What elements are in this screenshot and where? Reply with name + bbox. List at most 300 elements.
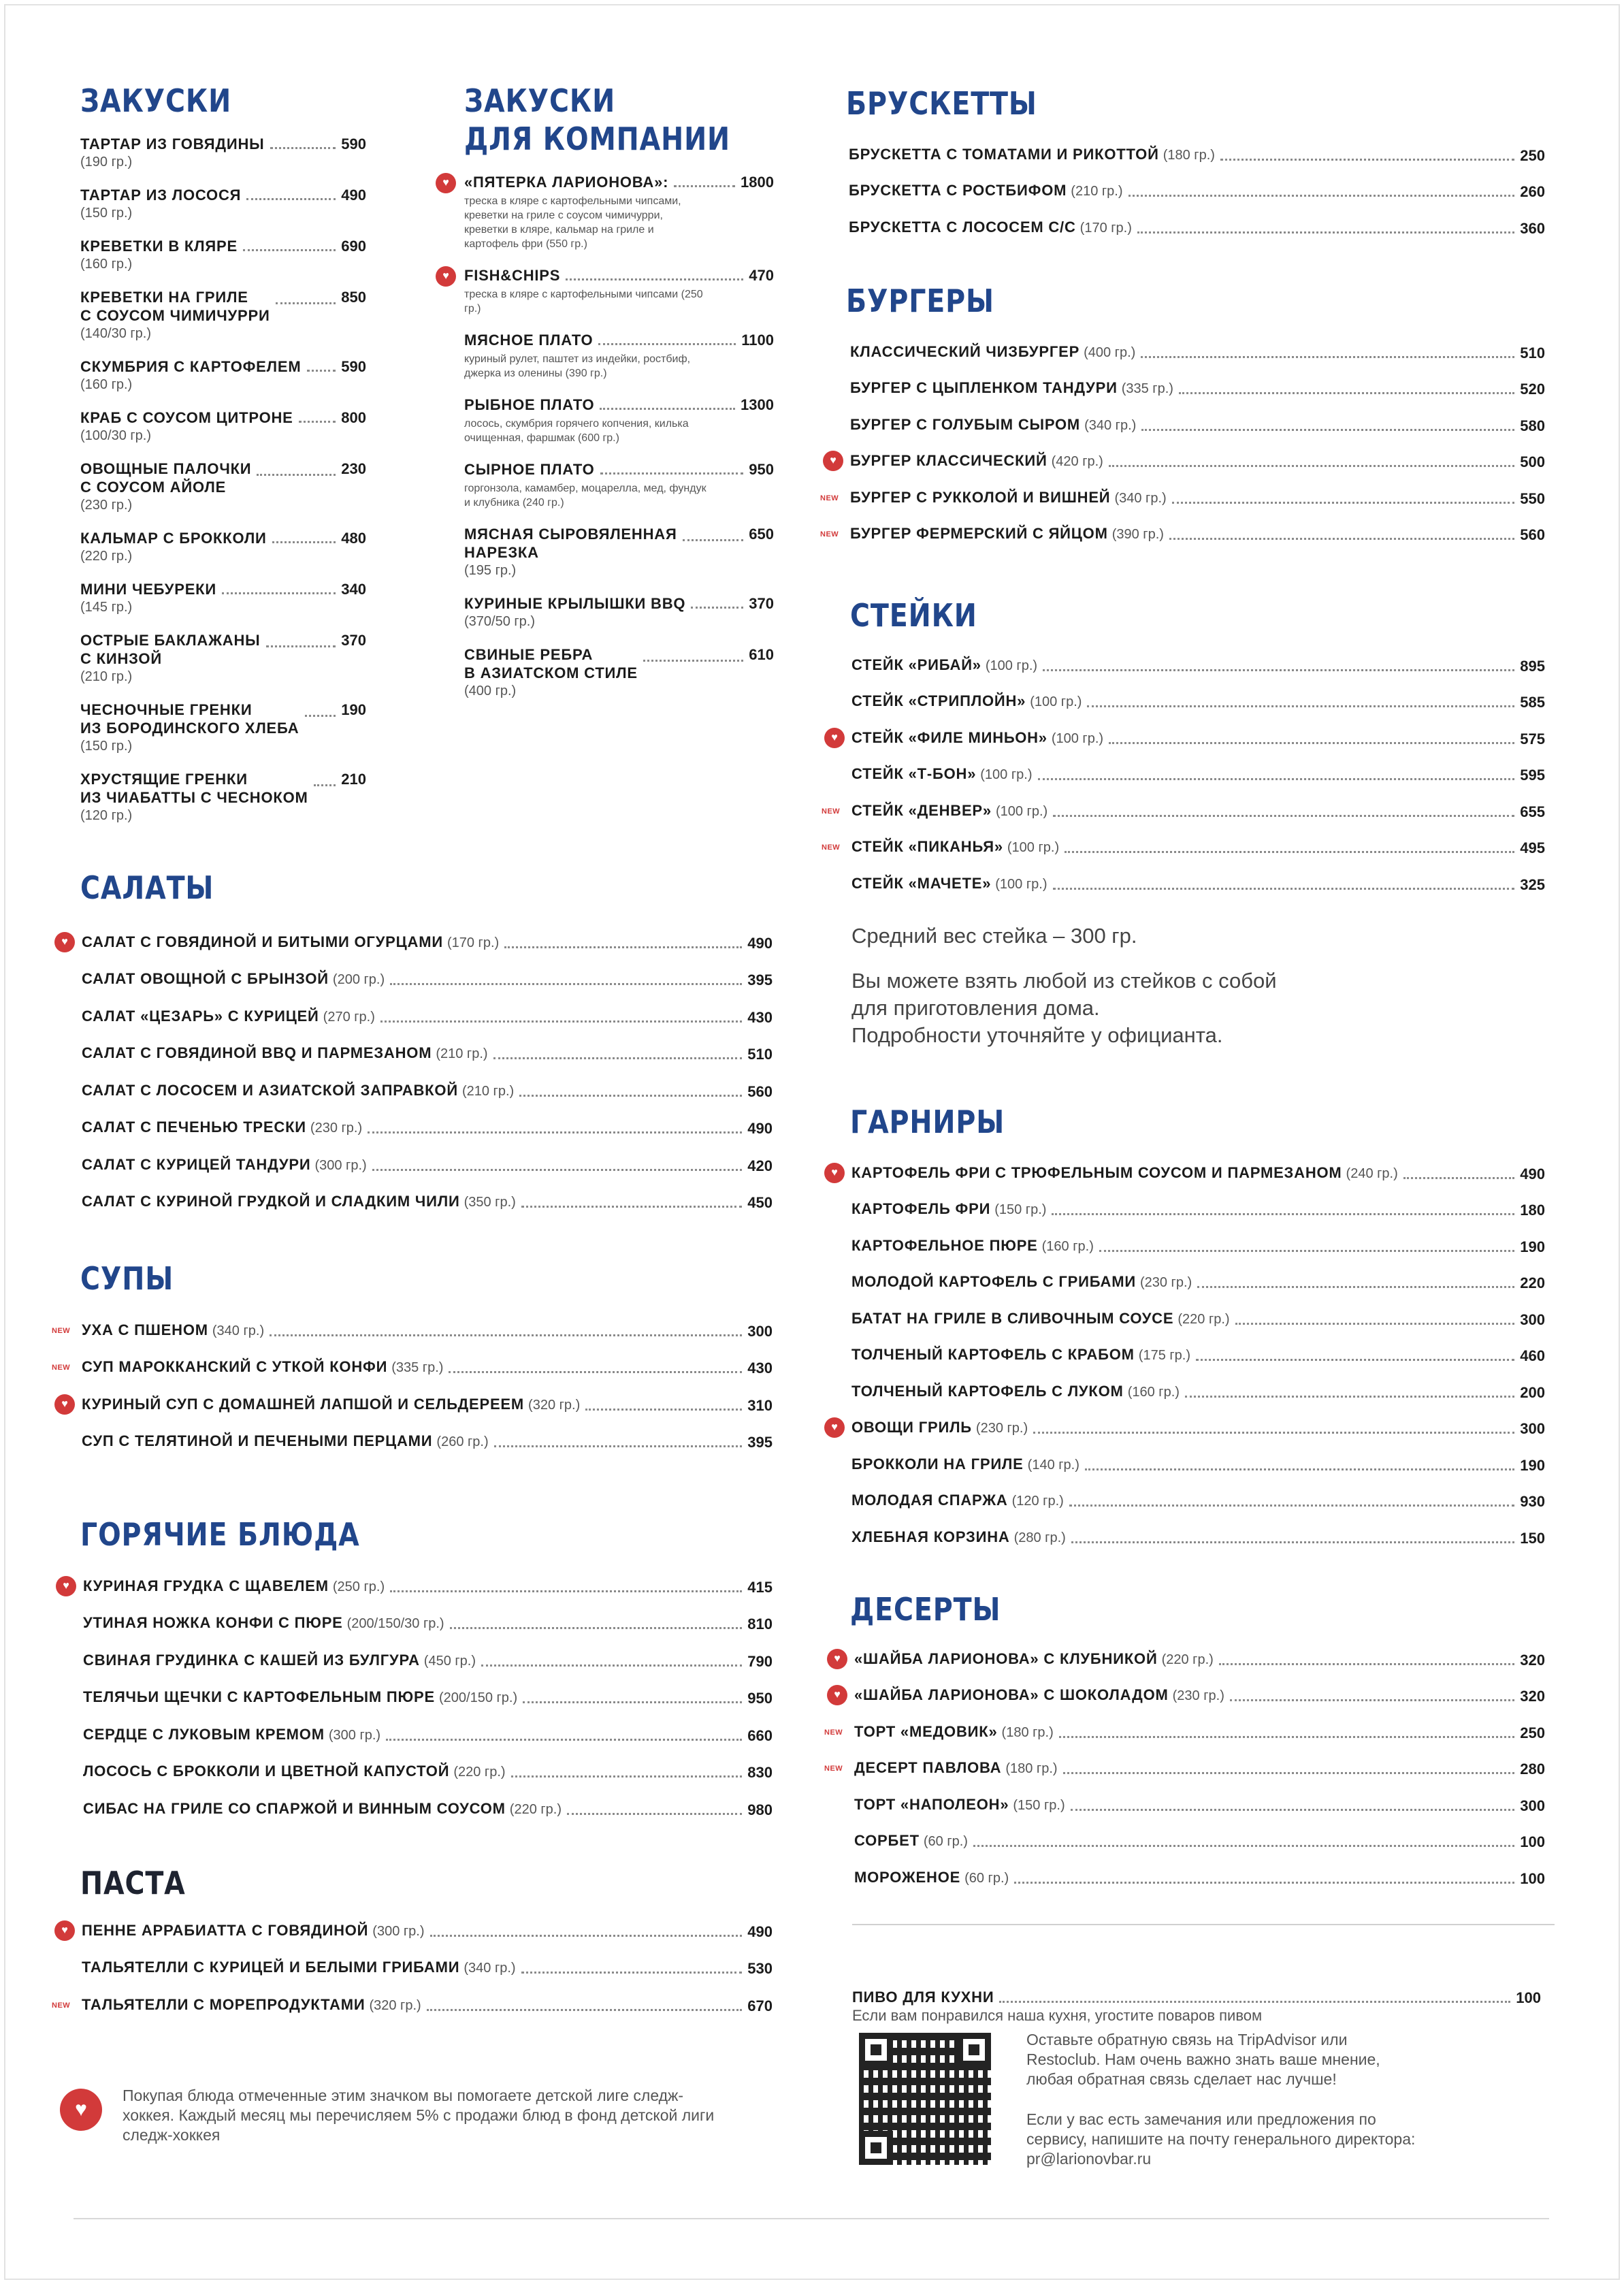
menu-item-name: [851, 1455, 1079, 1475]
dot-leader: [1052, 1212, 1514, 1215]
dot-leader: [243, 248, 336, 251]
menu-item-name: [854, 1831, 968, 1851]
menu-item: [851, 683, 1545, 720]
menu-item-price: 495: [1520, 839, 1545, 856]
menu-item-weight: (210 гр.): [436, 1046, 488, 1061]
menu-item: [854, 1786, 1545, 1823]
menu-item-weight: (140 гр.): [1027, 1457, 1079, 1473]
garniry-list: [820, 1155, 1545, 1556]
menu-item-weight: (270 гр.): [323, 1009, 375, 1025]
menu-item-price: 300: [1520, 1310, 1545, 1328]
menu-item-name-text: КАРТОФЕЛЬ ФРИ: [851, 1200, 991, 1217]
menu-item-weight: (230 гр.): [1172, 1688, 1224, 1703]
feedback-text-2: Если у вас есть замечания или предложения по сервису, напишите на почту генерального директора: pr@larionovbar.ru: [1026, 2110, 1416, 2168]
menu-item-weight: (100 гр.): [1007, 840, 1060, 855]
garniry-title: ГАРНИРЫ: [850, 1104, 1005, 1140]
charity-heart-icon: ♥: [827, 1649, 847, 1669]
charity-heart-icon: ♥: [823, 451, 843, 471]
menu-item-weight: (200/150/30 гр.): [346, 1616, 444, 1631]
menu-item-name: [851, 1345, 1190, 1365]
menu-item-name-text: СТЕЙК «ПИКАНЬЯ»: [851, 838, 1003, 855]
menu-item-name-line: С СОУСОМ АЙОЛЕ: [80, 479, 227, 496]
menu-item-description: треска в кляре с картофельными чипсами (250 гр.): [464, 289, 703, 315]
dot-leader: [1071, 1808, 1515, 1811]
menu-item-price: 430: [747, 1008, 773, 1026]
menu-item-name-line: КУРИНЫЕ КРЫЛЫШКИ BBQ: [464, 595, 686, 612]
qr-corner: [957, 2033, 991, 2067]
menu-item-row: [464, 460, 774, 479]
menu-item-row: [464, 396, 774, 414]
menu-item-name: [82, 1044, 488, 1063]
menu-item-name-text: СУП С ТЕЛЯТИНОЙ И ПЕЧЕНЫМИ ПЕРЦАМИ: [82, 1432, 433, 1449]
menu-item-name-text: УТИНАЯ НОЖКА КОНФИ С ПЮРЕ: [83, 1614, 343, 1631]
menu-item-name: [850, 379, 1173, 398]
charity-text: Покупая блюда отмеченные этим значком вы помогаете детской лиге следж-хоккея. Каждый месяц мы перечисляем 5% с продажи блюд в фонд детской лиги следж-хоккея: [123, 2087, 715, 2144]
menu-item-weight: (320 гр.): [528, 1397, 581, 1413]
menu-item-weight: (370/50 гр.): [464, 614, 536, 629]
menu-item-name-text: ТЕЛЯЧЬИ ЩЕЧКИ С КАРТОФЕЛЬНЫМ ПЮРЕ: [83, 1688, 435, 1705]
zakuski-list: [80, 135, 366, 824]
menu-item-price: 560: [747, 1082, 773, 1100]
menu-item: [849, 209, 1545, 246]
menu-item-price: 550: [1520, 489, 1545, 507]
menu-item-name-text: ЛОСОСЬ С БРОККОЛИ И ЦВЕТНОЙ КАПУСТОЙ: [83, 1763, 450, 1780]
menu-item-price: 490: [747, 1923, 773, 1940]
menu-item-weight: (350 гр.): [464, 1195, 516, 1210]
menu-item-description: куриный рулет, паштет из индейки, ростбиф, джерка из оленины (390 гр.): [464, 353, 691, 379]
beer-price: 100: [1516, 1989, 1541, 2006]
menu-item-name-text: САЛАТ ОВОЩНОЙ С БРЫНЗОЙ: [82, 970, 329, 987]
menu-item: [80, 701, 366, 755]
dot-leader: [1219, 1662, 1514, 1665]
dot-leader: [1038, 777, 1515, 780]
menu-item-name: [82, 1432, 489, 1451]
menu-item-name-text: ТАЛЬЯТЕЛЛИ С МОРЕПРОДУКТАМИ: [82, 1995, 366, 2013]
menu-item-weight: (400 гр.): [464, 683, 517, 698]
dot-leader: [521, 1205, 742, 1208]
dot-leader: [494, 1445, 743, 1447]
menu-item: [80, 186, 366, 222]
menu-item-weight: (220 гр.): [1161, 1652, 1214, 1667]
menu-item-price: 510: [1520, 344, 1545, 361]
menu-item-row: [80, 460, 366, 496]
menu-item-price: 830: [747, 1764, 773, 1781]
menu-item-price: 490: [1520, 1165, 1545, 1183]
menu-item-name-text: САЛАТ С ЛОСОСЕМ И АЗИАТСКОЙ ЗАПРАВКОЙ: [82, 1081, 458, 1099]
dot-leader: [1403, 1176, 1515, 1179]
menu-item-name: [80, 186, 241, 204]
menu-item-price: 560: [1520, 526, 1545, 543]
menu-item-weight: (340 гр.): [464, 1961, 516, 1976]
menu-item-name-line: СЫРНОЕ ПЛАТО: [464, 461, 595, 478]
menu-item: [851, 1227, 1545, 1264]
menu-item-weight: (300 гр.): [372, 1923, 425, 1939]
menu-item-name: [80, 288, 270, 325]
menu-item-name: [850, 524, 1164, 544]
steyki-note-weight: Средний вес стейка – 300 гр.: [851, 923, 1137, 948]
menu-item-name-text: СОРБЕТ: [854, 1832, 920, 1849]
menu-item-weight: (100/30 гр.): [80, 428, 152, 443]
new-badge: NEW: [52, 1364, 71, 1372]
deserty-list: [820, 1641, 1545, 1896]
dot-leader: [691, 606, 743, 609]
menu-item-name: [82, 1357, 443, 1377]
steyki-note-line: Подробности уточняйте у официанта.: [851, 1023, 1223, 1047]
goryachie-list: [54, 1567, 773, 1827]
menu-item-name: [82, 1958, 516, 1978]
dot-leader: [481, 1664, 742, 1667]
menu-item-name-text: ПЕННЕ АРРАБИАТТА С ГОВЯДИНОЙ: [82, 1921, 369, 1939]
dot-leader: [1196, 1358, 1514, 1361]
garniry-section: [820, 1103, 1545, 1556]
menu-item-price: 340: [341, 581, 366, 598]
pasta-list: [54, 1912, 773, 2023]
menu-item-price: 360: [1520, 219, 1545, 237]
menu-item: [854, 1823, 1545, 1860]
menu-item-weight: (210 гр.): [1071, 184, 1123, 199]
menu-item-name: [851, 1382, 1180, 1402]
menu-item-name: [854, 1722, 1054, 1742]
menu-item-name-text: ТОЛЧЕНЫЙ КАРТОФЕЛЬ С ЛУКОМ: [851, 1382, 1124, 1400]
menu-item-price: 800: [341, 409, 366, 426]
menu-item-name: [80, 631, 261, 668]
menu-item-name: [851, 1236, 1094, 1256]
goryachie-section: [54, 1515, 773, 1827]
menu-item-name: [854, 1795, 1065, 1815]
menu-item-name: [851, 837, 1059, 857]
menu-item-price: 470: [749, 267, 774, 284]
menu-item: [80, 408, 366, 445]
menu-item-name: [850, 415, 1136, 435]
menu-item: [820, 479, 1545, 516]
menu-item-price: 480: [341, 530, 366, 547]
menu-item-name-line: ТАРТАР ИЗ ЛОСОСЯ: [80, 187, 242, 204]
menu-item-name-text: ДЕСЕРТ ПАВЛОВА: [854, 1759, 1002, 1776]
menu-item: [83, 1679, 773, 1716]
menu-item-price: 500: [1520, 453, 1545, 470]
menu-item: [830, 443, 1545, 480]
menu-item-price: 395: [747, 1434, 773, 1451]
menu-item: [82, 997, 773, 1035]
menu-item-name: [83, 1577, 385, 1596]
menu-item-name-text: МОЛОДАЯ СПАРЖА: [851, 1492, 1008, 1509]
qr-corner: [859, 2033, 893, 2067]
menu-item: [82, 1183, 773, 1221]
menu-item-price: 300: [1520, 1420, 1545, 1437]
menu-item-name-text: «ШАЙБА ЛАРИОНОВА» С ШОКОЛАДОМ: [854, 1686, 1169, 1703]
menu-item-name-line: КРЕВЕТКИ НА ГРИЛЕ: [80, 289, 248, 306]
menu-item-weight: (100 гр.): [1030, 694, 1082, 709]
menu-item-name: [82, 1321, 264, 1340]
menu-item-name-line: КАЛЬМАР С БРОККОЛИ: [80, 530, 267, 547]
menu-item-weight: (200 гр.): [332, 972, 385, 987]
menu-item-row: [464, 645, 774, 682]
charity-heart-icon: ♥: [824, 1417, 845, 1438]
menu-item-weight: (170 гр.): [1079, 220, 1132, 236]
dot-leader: [276, 302, 336, 304]
menu-item: [80, 357, 366, 393]
menu-item-weight: (320 гр.): [369, 1997, 421, 2013]
menu-item-name-text: МОРОЖЕНОЕ: [854, 1868, 961, 1886]
menu-item-price: 260: [1520, 183, 1545, 200]
pasta-title: ПАСТА: [80, 1865, 186, 1901]
menu-item-name: [83, 1799, 562, 1819]
menu-item-weight: (100 гр.): [995, 803, 1048, 819]
menu-item-name: [851, 801, 1048, 821]
menu-item-weight: (170 гр.): [446, 935, 500, 950]
dot-leader: [598, 342, 736, 345]
menu-item: [61, 923, 773, 961]
menu-item-name: [464, 594, 685, 613]
menu-item-price: 660: [747, 1726, 773, 1744]
menu-item-row: [80, 186, 366, 204]
beer-name: ПИВО ДЛЯ КУХНИ: [852, 1989, 994, 2006]
menu-item-name-text: САЛАТ С КУРИЦЕЙ ТАНДУРИ: [82, 1155, 311, 1173]
zakuski-title: ЗАКУСКИ: [80, 82, 232, 119]
menu-item: [851, 1519, 1545, 1556]
menu-item-name-line: СКУМБРИЯ С КАРТОФЕЛЕМ: [80, 358, 302, 375]
dot-leader: [1141, 355, 1514, 358]
menu-item: [63, 1567, 773, 1605]
menu-item-name: [80, 460, 251, 496]
menu-item: [851, 1446, 1545, 1483]
menu-item-row: [80, 701, 366, 737]
menu-item-price: 450: [747, 1194, 773, 1211]
dot-leader: [1172, 501, 1515, 504]
menu-item-name: [80, 408, 293, 427]
menu-item-name-line: НАРЕЗКА: [464, 544, 539, 561]
menu-item-name: [80, 357, 302, 376]
zakuski-company-title-2: ДЛЯ КОМПАНИИ: [464, 120, 731, 157]
menu-item-price: 590: [341, 135, 366, 152]
menu-item-price: 320: [1520, 1651, 1545, 1669]
menu-item: [52, 1986, 773, 2023]
menu-item-price: 810: [747, 1615, 773, 1632]
menu-item: [52, 1311, 773, 1349]
menu-item-name-text: КУРИНЫЙ СУП С ДОМАШНЕЙ ЛАПШОЙ И СЕЛЬДЕРЕЕМ: [82, 1395, 525, 1413]
dot-leader: [270, 1334, 742, 1336]
menu-item: [822, 792, 1545, 829]
menu-item-weight: (60 гр.): [964, 1870, 1009, 1886]
menu-item-price: 575: [1520, 730, 1545, 747]
menu-item-name-text: ТОЛЧЕНЫЙ КАРТОФЕЛЬ С КРАБОМ: [851, 1346, 1135, 1363]
menu-item-name: [464, 525, 677, 562]
menu-item: [52, 1349, 773, 1386]
dot-leader: [390, 1590, 742, 1592]
menu-item-weight: (220 гр.): [80, 549, 133, 564]
charity-heart-icon: ♥: [60, 2089, 102, 2131]
menu-item-name: [851, 656, 1037, 675]
menu-item-weight: (100 гр.): [985, 658, 1038, 673]
menu-item-weight: (340 гр.): [1114, 490, 1167, 506]
menu-item-name-text: БУРГЕР ФЕРМЕРСКИЙ С ЯЙЦОМ: [850, 525, 1108, 542]
menu-item-name: [464, 266, 560, 285]
menu-item-name: [82, 1395, 580, 1415]
menu-item-price: 520: [1520, 381, 1545, 398]
menu-item-weight: (240 гр.): [1346, 1165, 1398, 1181]
menu-item-name-text: СТЕЙК «МАЧЕТЕ»: [851, 874, 992, 892]
dot-leader: [449, 1370, 742, 1373]
menu-item-weight: (390 гр.): [1111, 527, 1164, 542]
menu-item: [61, 1912, 773, 1949]
menu-item-weight: (335 гр.): [1121, 381, 1173, 396]
menu-item: [80, 288, 366, 342]
dot-leader: [368, 1131, 742, 1133]
dot-leader: [643, 659, 743, 662]
dot-leader: [1053, 887, 1515, 890]
menu-item-weight: (210 гр.): [80, 669, 133, 684]
menu-item-row: [80, 288, 366, 325]
menu-item-name-text: САЛАТ С ГОВЯДИНОЙ И БИТЫМИ ОГУРЦАМИ: [82, 933, 443, 950]
menu-item-weight: (230 гр.): [80, 498, 133, 513]
deserty-section: [820, 1590, 1545, 1896]
menu-item: [83, 1716, 773, 1753]
menu-item-weight: (220 гр.): [453, 1765, 506, 1780]
menu-item-name: [83, 1651, 476, 1671]
dot-leader: [299, 420, 336, 423]
menu-item-price: 300: [747, 1322, 773, 1340]
menu-item-weight: (230 гр.): [310, 1121, 363, 1136]
menu-item-name-line: ИЗ БОРОДИНСКОГО ХЛЕБА: [80, 720, 299, 737]
dot-leader: [430, 1934, 743, 1937]
menu-item-price: 510: [747, 1046, 773, 1063]
menu-item: [82, 1949, 773, 1987]
beer-item: [852, 1988, 1541, 2025]
menu-item: [851, 756, 1545, 793]
menu-item: [824, 1750, 1545, 1787]
new-badge: NEW: [52, 2001, 71, 2010]
menu-item: [851, 1300, 1545, 1337]
dot-leader: [519, 1094, 742, 1097]
dot-leader: [1014, 1881, 1514, 1884]
menu-item: [851, 1337, 1545, 1374]
salaty-section: [54, 869, 773, 1220]
zakuski-company-title-1: ЗАКУСКИ: [464, 82, 616, 119]
dot-leader: [1109, 464, 1514, 467]
menu-item-weight: (160 гр.): [80, 377, 133, 392]
menu-item-name-text: ХЛЕБНАЯ КОРЗИНА: [851, 1528, 1010, 1545]
beer-note: Если вам понравился наша кухня, угостите поваров пивом: [852, 2007, 1263, 2024]
menu-item-weight: (250 гр.): [332, 1579, 385, 1594]
supy-list: [54, 1311, 773, 1460]
menu-item-row: [464, 594, 774, 613]
menu-item-name-text: ОВОЩИ ГРИЛЬ: [851, 1419, 972, 1436]
menu-item-weight: (180 гр.): [1001, 1724, 1054, 1740]
menu-item-weight: (335 гр.): [391, 1360, 444, 1375]
burgery-list: [820, 334, 1545, 552]
menu-item-row: [80, 408, 366, 427]
dot-leader: [257, 473, 336, 476]
menu-item-name-text: СУП МАРОККАНСКИЙ С УТКОЙ КОНФИ: [82, 1358, 388, 1375]
menu-item: [80, 580, 366, 616]
menu-item-description: треска в кляре с картофельными чипсами, креветки на гриле с соусом чимичурри, креветки в кляре, кальмар на гриле и картофель фри (550 гр.): [464, 195, 681, 250]
menu-item-name: [850, 488, 1167, 508]
menu-item: [82, 1423, 773, 1460]
menu-item-weight: (230 гр.): [1139, 1275, 1192, 1290]
dot-leader: [305, 714, 336, 717]
menu-item-name-text: БРУСКЕТТА С ТОМАТАМИ И РИКОТТОЙ: [849, 145, 1159, 163]
menu-item: [83, 1753, 773, 1790]
menu-item-price: 420: [747, 1157, 773, 1174]
menu-item-name: [464, 396, 594, 414]
menu-item: [851, 647, 1545, 683]
menu-item-price: 200: [1520, 1383, 1545, 1401]
menu-item-price: 590: [341, 358, 366, 375]
dot-leader: [999, 2000, 1510, 2003]
menu-item-weight: (180 гр.): [1005, 1761, 1058, 1776]
menu-item-name: [854, 1758, 1058, 1778]
menu-item-price: 670: [747, 1997, 773, 2014]
menu-item-name-text: БАТАТ НА ГРИЛЕ В СЛИВОЧНЫМ СОУСЕ: [851, 1309, 1174, 1327]
menu-item-name-text: КЛАССИЧЕСКИЙ ЧИЗБУРГЕР: [850, 342, 1080, 360]
menu-item-name-text: САЛАТ «ЦЕЗАРЬ» С КУРИЦЕЙ: [82, 1007, 319, 1025]
charity-heart-icon: ♥: [54, 932, 75, 952]
steyki-note-line: Вы можете взять любой из стейков с собой: [851, 968, 1277, 993]
menu-item: [834, 1677, 1545, 1714]
menu-item-price: 415: [747, 1578, 773, 1596]
dot-leader: [1220, 158, 1514, 161]
menu-item: [464, 525, 774, 579]
menu-item-price: 1800: [741, 174, 774, 191]
menu-item-name: [849, 181, 1123, 201]
menu-item-weight: (120 гр.): [1011, 1494, 1064, 1509]
menu-item: [850, 406, 1545, 443]
salaty-list: [54, 923, 773, 1220]
dot-leader: [1169, 537, 1514, 540]
dot-leader: [1065, 850, 1514, 853]
dot-leader: [1053, 814, 1514, 817]
menu-item-price: 395: [747, 971, 773, 988]
pasta-section: [54, 1864, 773, 2023]
menu-item: [61, 1385, 773, 1423]
menu-item-name: [82, 1192, 516, 1212]
feedback-block: [1026, 2030, 1421, 2169]
zakuski-company-list: [442, 173, 774, 700]
menu-item-name-text: САЛАТ С КУРИНОЙ ГРУДКОЙ И СЛАДКИМ ЧИЛИ: [82, 1193, 460, 1210]
menu-item: [464, 594, 774, 630]
menu-item-name: [82, 1995, 421, 2015]
menu-item-price: 490: [747, 1120, 773, 1137]
menu-item-price: 460: [1520, 1347, 1545, 1364]
menu-item-name: [851, 1272, 1192, 1292]
dot-leader: [1059, 1735, 1515, 1738]
menu-item-name: [851, 728, 1103, 748]
menu-item-name-line: FISH&CHIPS: [464, 267, 561, 284]
menu-item-weight: (180 гр.): [1163, 147, 1215, 163]
dot-leader: [246, 197, 336, 200]
menu-item-price: 530: [747, 1960, 773, 1977]
menu-item-name-line: КРЕВЕТКИ В КЛЯРЕ: [80, 238, 238, 255]
menu-item: [464, 645, 774, 700]
menu-item-weight: (220 гр.): [1178, 1311, 1230, 1327]
dot-leader: [1099, 1249, 1514, 1252]
menu-item-name: [80, 529, 267, 547]
menu-item: [82, 1035, 773, 1072]
menu-item-weight: (150 гр.): [80, 206, 133, 221]
dot-leader: [450, 1626, 743, 1629]
menu-item-price: 580: [1520, 417, 1545, 434]
menu-item-name-line: С СОУСОМ ЧИМИЧУРРИ: [80, 307, 270, 324]
menu-item-weight: (420 гр.): [1051, 454, 1103, 469]
menu-item-name: [83, 1762, 506, 1782]
dot-leader: [1043, 669, 1514, 671]
dot-leader: [1063, 1771, 1515, 1774]
menu-item-description: горгонзола, камамбер, моцарелла, мед, фундук и клубника (240 гр.): [464, 483, 707, 509]
new-badge: NEW: [824, 1728, 843, 1737]
menu-item-name: [464, 173, 668, 191]
menu-item-name-line: «ПЯТЕРКА ЛАРИОНОВА»:: [464, 174, 669, 191]
menu-item-name: [464, 331, 593, 349]
